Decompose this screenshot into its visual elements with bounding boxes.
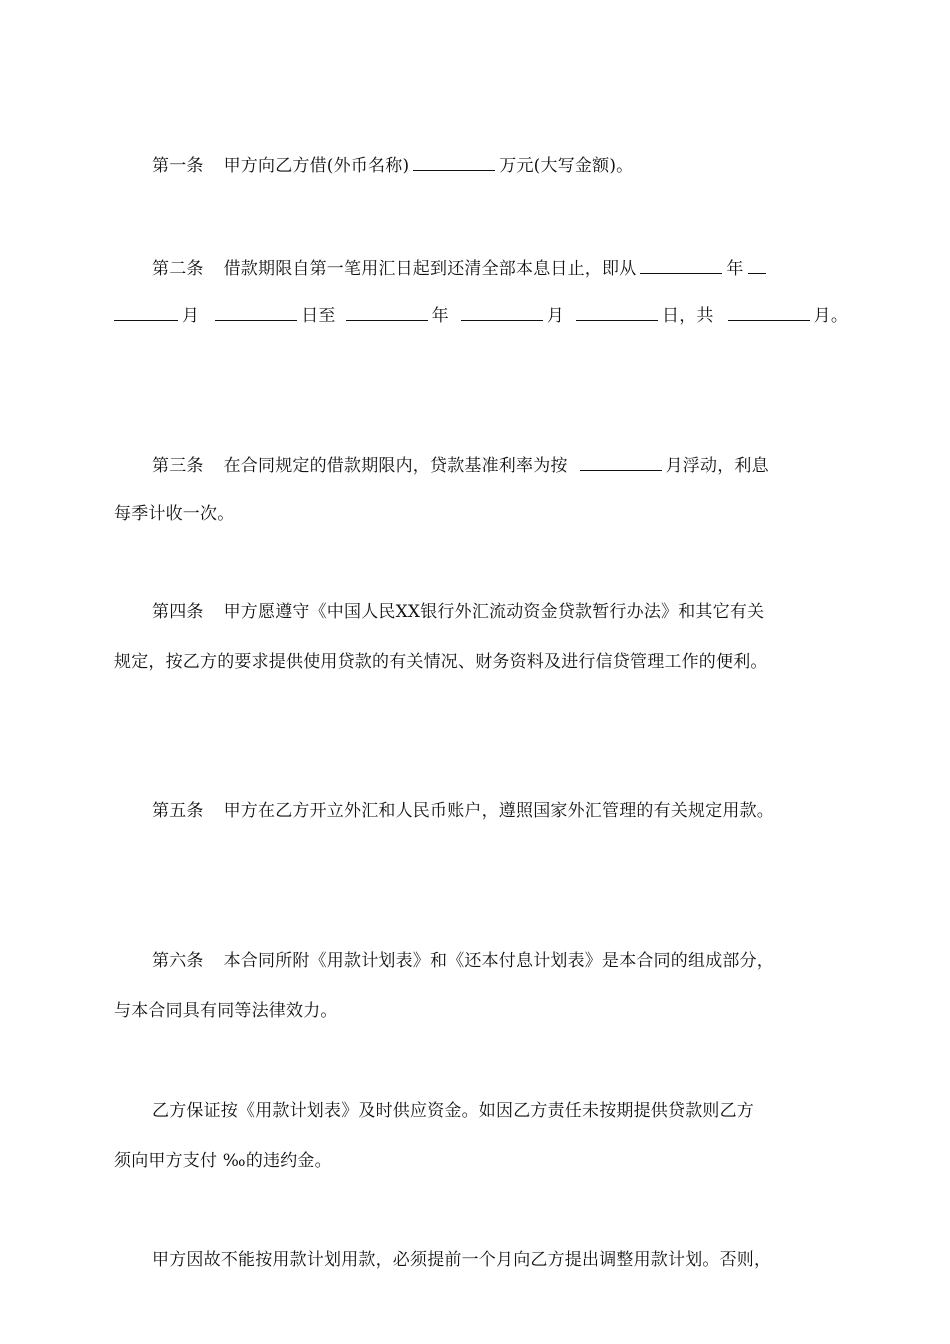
article-1-text-end: 万元(大写金额)。 <box>499 156 634 176</box>
blank-start-year[interactable] <box>640 255 722 274</box>
article-3-line-2 <box>114 502 844 526</box>
article-6-text-cont: 与本合同具有同等法律效力。 <box>114 1001 338 1021</box>
month-label: 月 <box>182 306 200 326</box>
article-3-text: 在合同规定的借款期限内，贷款基准利率为按 <box>223 456 568 476</box>
paragraph-supply-line-2 <box>114 1149 844 1173</box>
article-3-line-1 <box>152 452 882 478</box>
end-day-label: 日，共 <box>662 306 714 326</box>
paragraph-supply-text: 乙方保证按《用款计划表》及时供应资金。如因乙方责任未按期提供贷款则乙方 <box>152 1101 754 1121</box>
paragraph-supply-line-1 <box>152 1099 882 1123</box>
article-6-line-1 <box>152 949 882 973</box>
blank-end-month[interactable] <box>461 302 543 321</box>
paragraph-supply-text-cont: 须向甲方支付 ‰的违约金。 <box>114 1151 332 1171</box>
article-3-text-end: 每季计收一次。 <box>114 504 235 524</box>
total-months-label: 月。 <box>813 306 849 326</box>
article-5-text: 甲方在乙方开立外汇和人民币账户，遵照国家外汇管理的有关规定用款。 <box>223 801 775 821</box>
article-1-text: 甲方向乙方借(外币名称) <box>223 156 410 176</box>
article-4-text-cont: 规定，按乙方的要求提供使用贷款的有关情况、财务资料及进行信贷管理工作的便利。 <box>114 652 768 672</box>
article-2-text: 借款期限自第一笔用汇日起到还清全部本息日止，即从 <box>223 259 637 279</box>
article-4-number: 第四条 <box>152 602 204 622</box>
article-2-line-2 <box>114 302 849 328</box>
article-4-line-1 <box>152 600 882 624</box>
day-to-label: 日至 <box>301 306 336 326</box>
paragraph-adjust-line-1 <box>152 1248 882 1272</box>
blank-total-months[interactable] <box>728 302 810 321</box>
blank-float-months[interactable] <box>580 452 662 471</box>
article-3-number: 第三条 <box>152 456 204 476</box>
blank-start-month-part[interactable] <box>748 255 766 274</box>
blank-start-month[interactable] <box>114 302 178 321</box>
article-6-line-2 <box>114 999 844 1023</box>
paragraph-adjust-text: 甲方因故不能按用款计划用款，必须提前一个月向乙方提出调整用款计划。否则， <box>152 1250 772 1270</box>
article-3-text-mid: 月浮动，利息 <box>665 456 769 476</box>
article-4-text: 甲方愿遵守《中国人民XX银行外汇流动资金贷款暂行办法》和其它有关 <box>223 602 765 622</box>
article-2-line-1 <box>152 255 882 281</box>
article-1-number: 第一条 <box>152 156 204 176</box>
blank-end-year[interactable] <box>346 302 428 321</box>
article-6-number: 第六条 <box>152 951 204 971</box>
end-year-label: 年 <box>431 306 449 326</box>
blank-end-day[interactable] <box>576 302 658 321</box>
article-1 <box>152 152 882 178</box>
article-6-text: 本合同所附《用款计划表》和《还本付息计划表》是本合同的组成部分， <box>223 951 775 971</box>
blank-currency-amount[interactable] <box>413 152 495 171</box>
end-month-label: 月 <box>546 306 565 326</box>
article-2-year-label: 年 <box>726 259 744 279</box>
article-5-number: 第五条 <box>152 801 204 821</box>
article-4-line-2 <box>114 650 844 674</box>
article-5 <box>152 799 882 823</box>
article-2-number: 第二条 <box>152 259 204 279</box>
blank-start-day[interactable] <box>215 302 297 321</box>
